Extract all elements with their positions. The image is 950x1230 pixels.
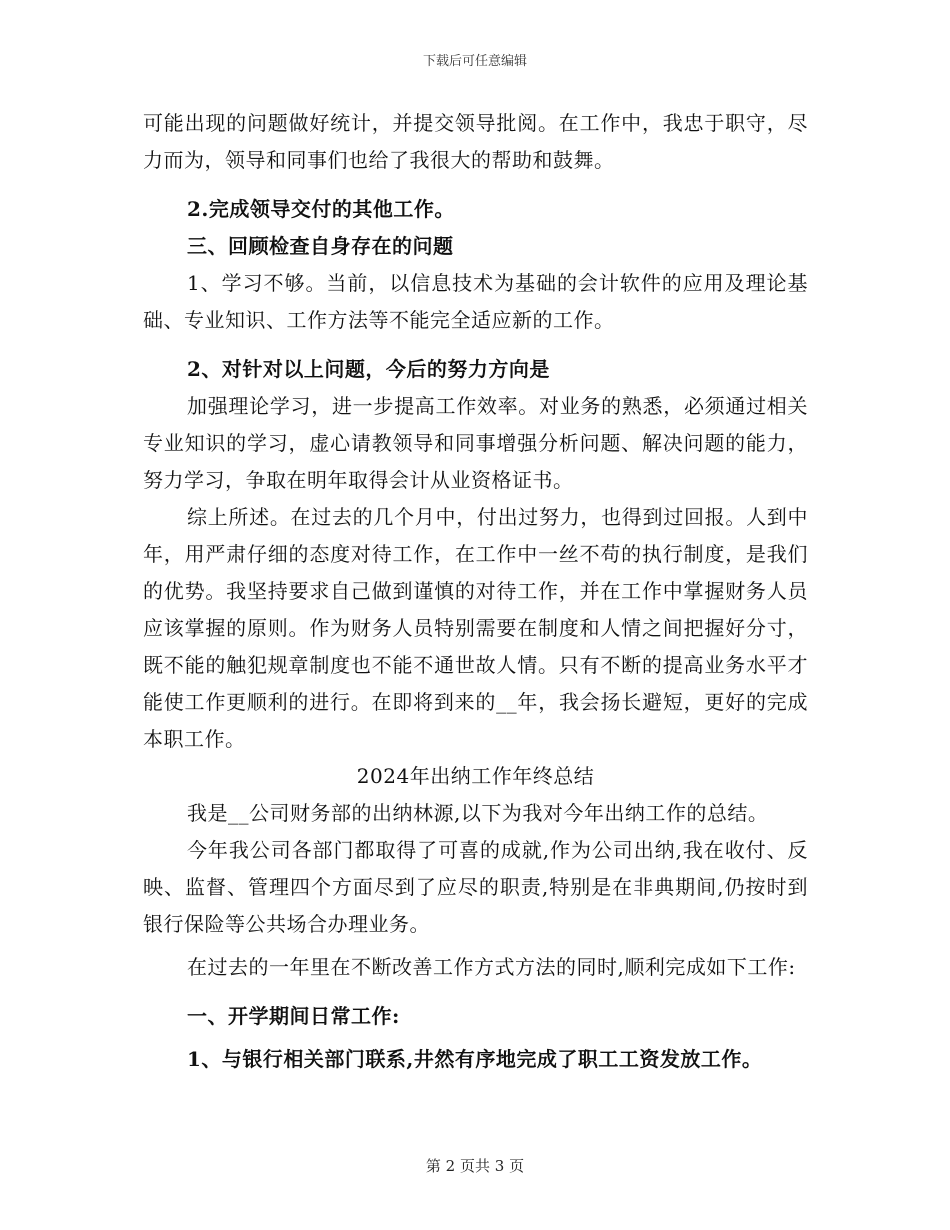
improvement-paragraph: 加强理论学习，进一步提高工作效率。对业务的熟悉，必须通过相关专业知识的学习，虚心请教领导和同事增强分析问题、解决问题的能力，努力学习，争取在明年取得会计从业资格证书。: [143, 394, 808, 492]
item-2-other-work: 2.完成领导交付的其他工作。: [187, 197, 455, 221]
improvement-heading: 2、对针对以上问题，今后的努力方向是: [187, 357, 550, 381]
work-intro-paragraph: 在过去的一年里在不断改善工作方式方法的同时,顺利完成如下工作:: [187, 955, 796, 979]
document-body: [143, 105, 808, 1078]
achievement-paragraph: 今年我公司各部门都取得了可喜的成就,作为公司出纳,我在收付、反映、监督、管理四个方面尽到了应尽的职责,特别是在非典期间,仍按时到银行保险等公共场合办理业务。: [143, 838, 808, 936]
page-footer: 第 2 页共 3 页: [425, 1157, 525, 1175]
paragraph-continuation: 可能出现的问题做好统计，并提交领导批阅。在工作中，我忠于职守，尽力而为，领导和同事们也给了我很大的帮助和鼓舞。: [143, 111, 808, 172]
section-3-heading: 三、回顾检查自身存在的问题: [187, 234, 454, 258]
intro-paragraph: 我是__公司财务部的出纳林源,以下为我对今年出纳工作的总结。: [187, 801, 769, 825]
section-1-heading: 一、开学期间日常工作:: [187, 1004, 400, 1028]
summary-paragraph: 综上所述。在过去的几个月中，付出过努力，也得到过回报。人到中年，用严肃仔细的态度对待工作，在工作中一丝不苟的执行制度，是我们的优势。我坚持要求自己做到谨慎的对待工作，并在工作中掌握财务人员应该掌握的原则。作为财务人员特别需要在制度和人情之间把握好分寸，既不能的触犯规章制度也不能不通世故人情。只有不断的提高业务水平才能使工作更顺利的进行。在即将到来的__年，我会扬长避短，更好的完成本职工作。: [143, 505, 808, 751]
problem-1-paragraph: 1、学习不够。当前，以信息技术为基础的会计软件的应用及理论基础、专业知识、工作方法等不能完全适应新的工作。: [143, 271, 808, 332]
page-header: 下载后可任意编辑: [422, 54, 527, 69]
document-title: 2024年出纳工作年终总结: [356, 764, 595, 788]
item-1-paragraph: 1、与银行相关部门联系,井然有序地完成了职工工资发放工作。: [187, 1047, 763, 1071]
